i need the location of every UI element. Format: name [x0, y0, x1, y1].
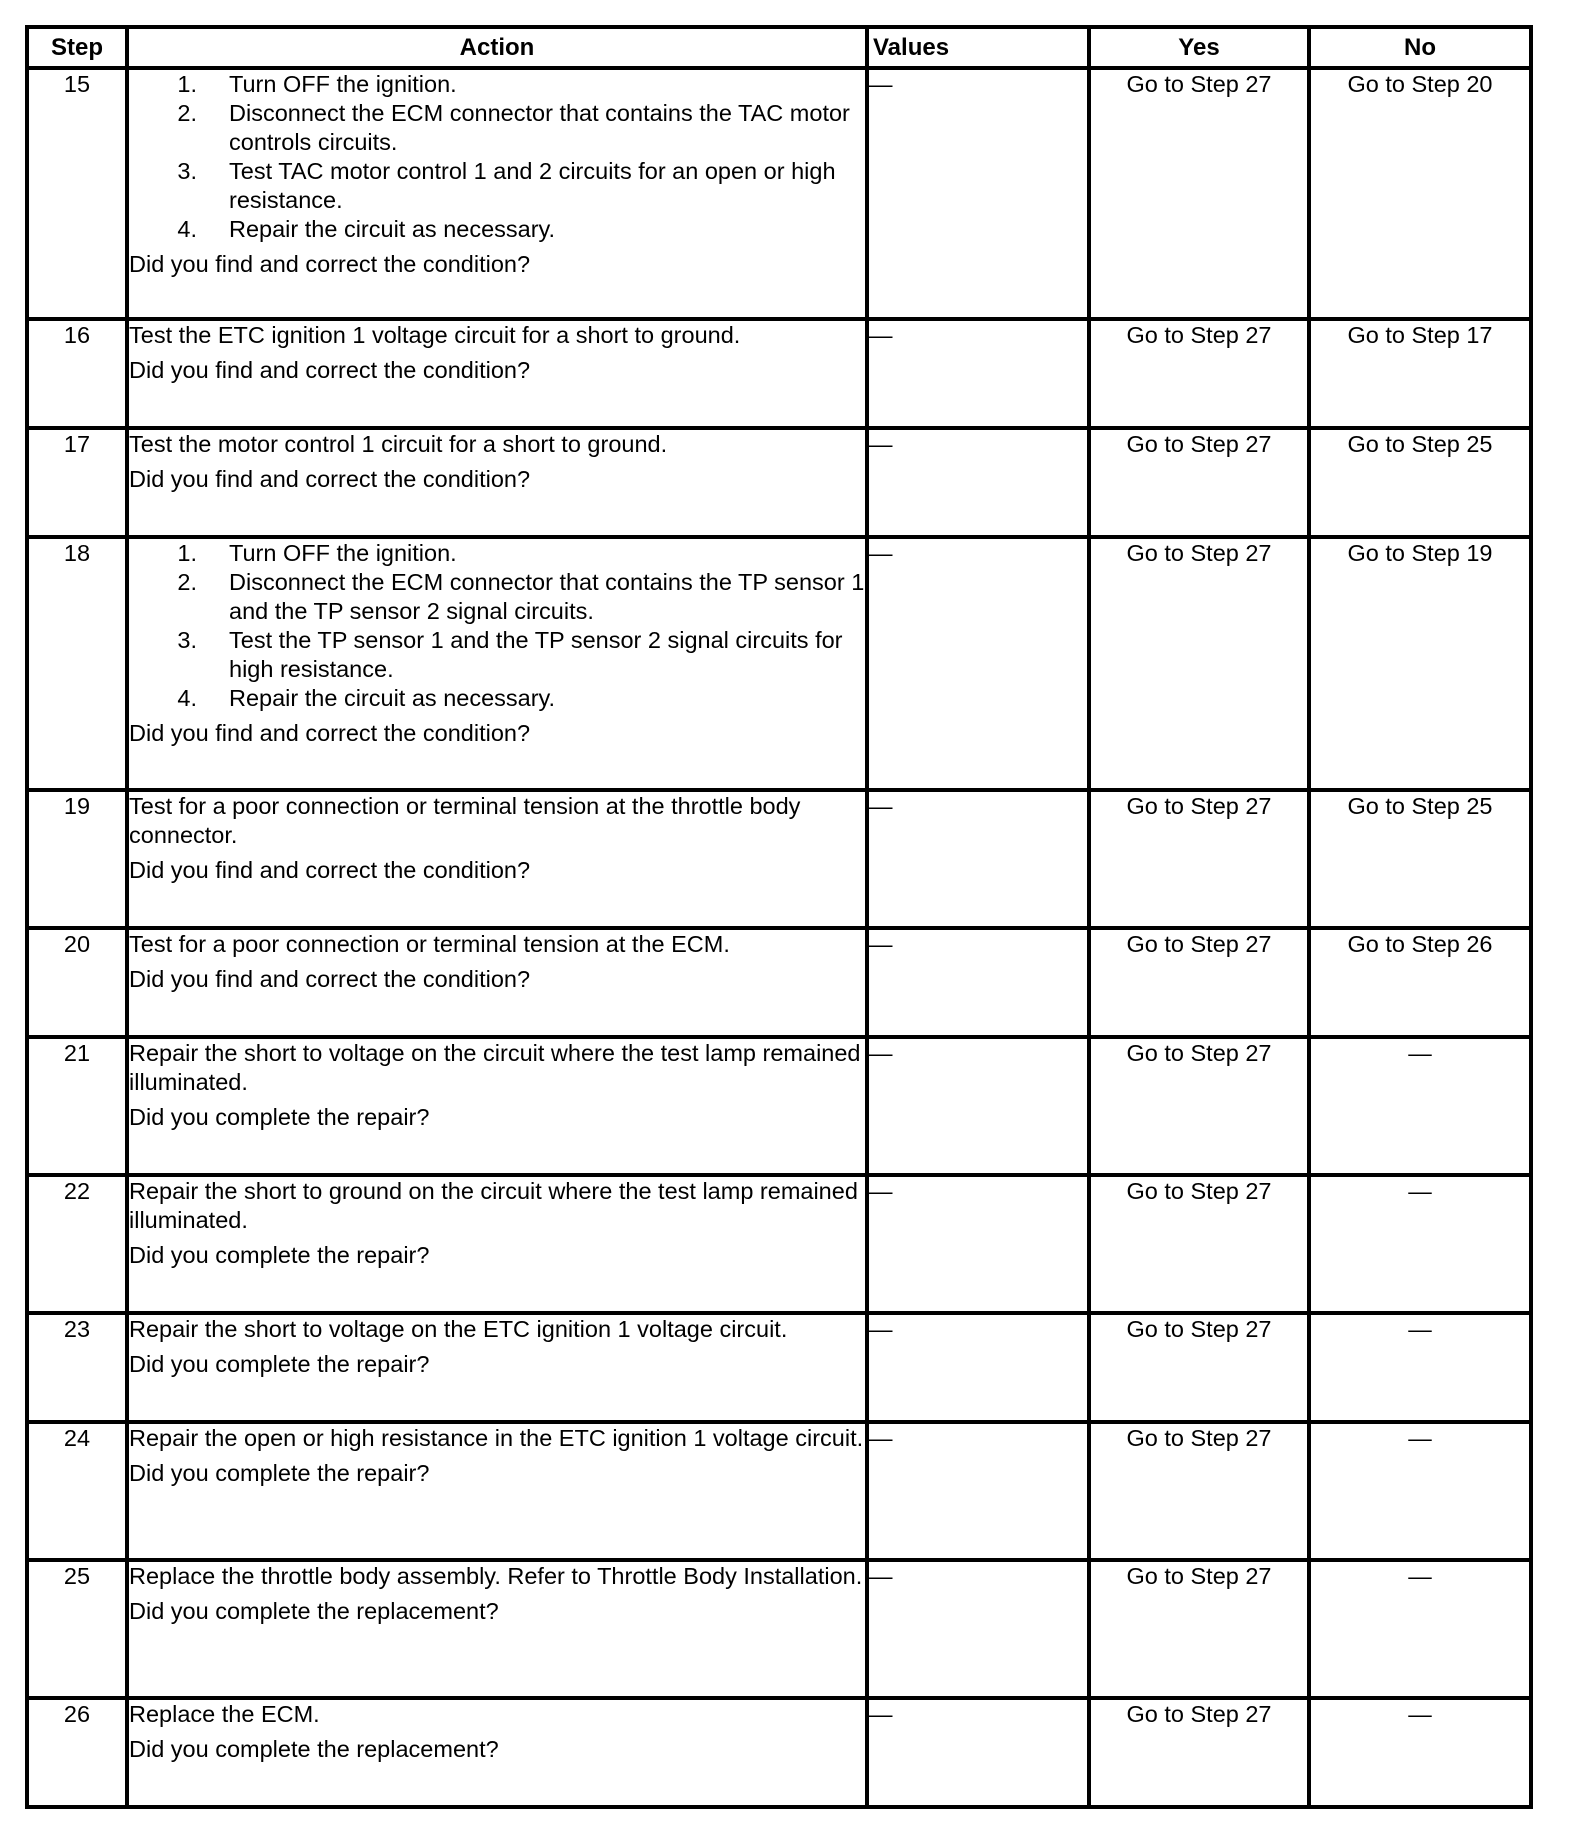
yes-link[interactable]: Go to Step 27 — [1089, 1037, 1309, 1175]
step-number: 22 — [27, 1175, 127, 1313]
action-cell — [127, 1175, 867, 1313]
no-link[interactable]: Go to Step 20 — [1309, 68, 1531, 319]
action-text: Test the ETC ignition 1 voltage circuit for a short to ground. — [129, 322, 741, 348]
no-link[interactable]: Go to Step 25 — [1309, 790, 1531, 928]
values-cell: — — [867, 1313, 1089, 1422]
table-row — [27, 537, 1531, 790]
no-link: — — [1309, 1037, 1531, 1175]
values-cell: — — [867, 790, 1089, 928]
action-list-item: Repair the circuit as necessary. — [229, 685, 556, 711]
values-cell: — — [867, 1422, 1089, 1560]
no-link[interactable]: Go to Step 26 — [1309, 928, 1531, 1037]
yes-link[interactable]: Go to Step 27 — [1089, 428, 1309, 537]
action-cell — [127, 1560, 867, 1698]
step-number: 25 — [27, 1560, 127, 1698]
values-cell: — — [867, 1698, 1089, 1807]
values-cell: — — [867, 319, 1089, 428]
step-number: 23 — [27, 1313, 127, 1422]
yes-link[interactable]: Go to Step 27 — [1089, 68, 1309, 319]
action-list-item: Test the TP sensor 1 and the TP sensor 2 signal circuits for high resistance. — [229, 627, 843, 682]
action-text: Repair the short to voltage on the ETC ignition 1 voltage circuit. — [129, 1316, 788, 1342]
no-link: — — [1309, 1560, 1531, 1698]
action-cell — [127, 1313, 867, 1422]
table-row — [27, 790, 1531, 928]
step-number: 26 — [27, 1698, 127, 1807]
table-row — [27, 319, 1531, 428]
action-text: Test for a poor connection or terminal tension at the throttle body connector. — [129, 793, 801, 848]
col-header-yes: Yes — [1089, 27, 1309, 68]
action-question: Did you complete the replacement? — [129, 1736, 499, 1762]
yes-link[interactable]: Go to Step 27 — [1089, 1422, 1309, 1560]
table-row — [27, 428, 1531, 537]
step-number: 21 — [27, 1037, 127, 1175]
action-list — [129, 70, 865, 244]
action-question: Did you find and correct the condition? — [129, 966, 531, 992]
values-cell: — — [867, 428, 1089, 537]
step-number: 19 — [27, 790, 127, 928]
action-question: Did you find and correct the condition? — [129, 466, 531, 492]
yes-link[interactable]: Go to Step 27 — [1089, 537, 1309, 790]
action-question: Did you find and correct the condition? — [129, 720, 531, 746]
action-question: Did you complete the repair? — [129, 1351, 430, 1377]
no-link: — — [1309, 1422, 1531, 1560]
table-row — [27, 1698, 1531, 1807]
yes-link[interactable]: Go to Step 27 — [1089, 319, 1309, 428]
col-header-step: Step — [27, 27, 127, 68]
action-cell — [127, 537, 867, 790]
yes-link[interactable]: Go to Step 27 — [1089, 1313, 1309, 1422]
table-row — [27, 1560, 1531, 1698]
no-link[interactable]: Go to Step 17 — [1309, 319, 1531, 428]
action-text: Test the motor control 1 circuit for a short to ground. — [129, 431, 668, 457]
action-question: Did you complete the repair? — [129, 1104, 430, 1130]
action-list-item: Repair the circuit as necessary. — [229, 216, 556, 242]
table-row — [27, 1422, 1531, 1560]
values-cell: — — [867, 928, 1089, 1037]
action-question: Did you complete the repair? — [129, 1242, 430, 1268]
step-number: 18 — [27, 537, 127, 790]
yes-link[interactable]: Go to Step 27 — [1089, 928, 1309, 1037]
action-list-item: Turn OFF the ignition. — [229, 71, 457, 97]
table-row — [27, 1313, 1531, 1422]
action-cell — [127, 1698, 867, 1807]
action-list-item: Disconnect the ECM connector that contains the TAC motor controls circuits. — [229, 100, 850, 155]
no-link: — — [1309, 1313, 1531, 1422]
header-row — [27, 27, 1531, 68]
action-text: Repair the short to voltage on the circuit where the test lamp remained illuminated. — [129, 1040, 861, 1095]
step-number: 15 — [27, 68, 127, 319]
action-cell — [127, 928, 867, 1037]
action-list-item: Disconnect the ECM connector that contains the TP sensor 1 and the TP sensor 2 signal circuits. — [229, 569, 865, 624]
action-cell — [127, 1037, 867, 1175]
step-number: 16 — [27, 319, 127, 428]
table-row — [27, 68, 1531, 319]
values-cell: — — [867, 1175, 1089, 1313]
step-number: 24 — [27, 1422, 127, 1560]
action-question: Did you find and correct the condition? — [129, 251, 531, 277]
action-question: Did you find and correct the condition? — [129, 357, 531, 383]
action-question: Did you complete the replacement? — [129, 1598, 499, 1624]
action-cell — [127, 319, 867, 428]
table-row — [27, 1175, 1531, 1313]
values-cell: — — [867, 537, 1089, 790]
no-link: — — [1309, 1698, 1531, 1807]
no-link: — — [1309, 1175, 1531, 1313]
action-cell — [127, 428, 867, 537]
yes-link[interactable]: Go to Step 27 — [1089, 1698, 1309, 1807]
yes-link[interactable]: Go to Step 27 — [1089, 1560, 1309, 1698]
values-cell: — — [867, 68, 1089, 319]
action-question: Did you find and correct the condition? — [129, 857, 531, 883]
yes-link[interactable]: Go to Step 27 — [1089, 1175, 1309, 1313]
col-header-no: No — [1309, 27, 1531, 68]
values-cell: — — [867, 1560, 1089, 1698]
table-row — [27, 928, 1531, 1037]
step-number: 20 — [27, 928, 127, 1037]
col-header-action: Action — [127, 27, 867, 68]
col-header-values: Values — [867, 27, 1089, 68]
values-cell: — — [867, 1037, 1089, 1175]
action-list-item: Test TAC motor control 1 and 2 circuits for an open or high resistance. — [229, 158, 836, 213]
step-number: 17 — [27, 428, 127, 537]
action-text: Replace the throttle body assembly. Refer to Throttle Body Installation. — [129, 1563, 863, 1589]
action-list-item: Turn OFF the ignition. — [229, 540, 457, 566]
diagnostic-steps-table — [25, 25, 1533, 1809]
yes-link[interactable]: Go to Step 27 — [1089, 790, 1309, 928]
action-list — [129, 539, 865, 713]
action-cell — [127, 790, 867, 928]
action-question: Did you complete the repair? — [129, 1460, 430, 1486]
table-row — [27, 1037, 1531, 1175]
no-link[interactable]: Go to Step 25 — [1309, 428, 1531, 537]
action-text: Repair the open or high resistance in the ETC ignition 1 voltage circuit. — [129, 1425, 864, 1451]
action-text: Replace the ECM. — [129, 1701, 320, 1727]
action-cell — [127, 1422, 867, 1560]
action-text: Repair the short to ground on the circuit where the test lamp remained illuminated. — [129, 1178, 858, 1233]
no-link[interactable]: Go to Step 19 — [1309, 537, 1531, 790]
action-cell — [127, 68, 867, 319]
action-text: Test for a poor connection or terminal tension at the ECM. — [129, 931, 730, 957]
